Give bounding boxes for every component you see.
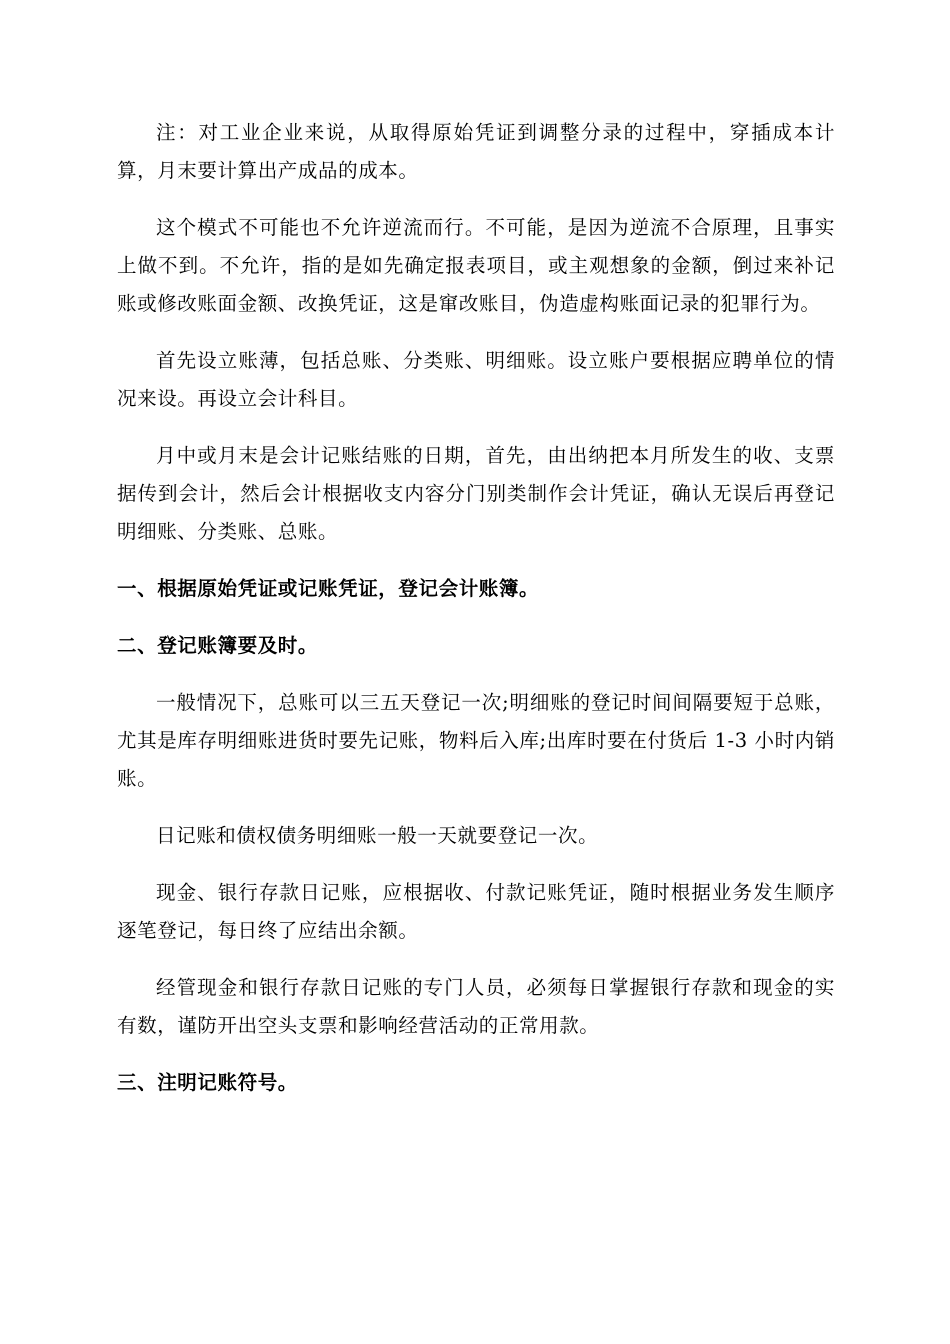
- section-heading-1: 一、根据原始凭证或记账凭证，登记会计账簿。: [117, 577, 540, 600]
- daily-journal-paragraph: 日记账和债权债务明细账一般一天就要登记一次。: [156, 824, 599, 847]
- pattern-paragraph: 这个模式不可能也不允许逆流而行。不可能，是因为逆流不合原理，且事实上做不到。不允许，指的是如先确定报表项目，或主观想象的金额，倒过来补记账或修改账面金额、改换凭证，这是窜改账目，伪造虚构账面记录的犯罪行为。: [117, 216, 835, 315]
- monthly-closing-paragraph: 月中或月末是会计记账结账的日期，首先，由出纳把本月所发生的收、支票据传到会计，然后会计根据收支内容分门别类制作会计凭证，确认无误后再登记明细账、分类账、总账。: [117, 444, 835, 543]
- cashier-paragraph: 经管现金和银行存款日记账的专门人员，必须每日掌握银行存款和现金的实有数，谨防开出空头支票和影响经营活动的正常用款。: [117, 976, 835, 1037]
- ledger-setup-paragraph: 首先设立账薄，包括总账、分类账、明细账。设立账户要根据应聘单位的情况来设。再设立会计科目。: [117, 349, 835, 410]
- note-paragraph: 注：对工业企业来说，从取得原始凭证到调整分录的过程中，穿插成本计算，月末要计算出产成品的成本。: [117, 121, 835, 182]
- cash-bank-paragraph: 现金、银行存款日记账，应根据收、付款记账凭证，随时根据业务发生顺序逐笔登记，每日终了应结出余额。: [117, 881, 835, 942]
- timing-paragraph: 一般情况下，总账可以三五天登记一次;明细账的登记时间间隔要短于总账，尤其是库存明细账进货时要先记账，物料后入库;出库时要在付货后 1-3 小时内销账。: [117, 691, 835, 790]
- section-heading-3: 三、注明记账符号。: [117, 1071, 298, 1094]
- section-heading-2: 二、登记账簿要及时。: [117, 634, 319, 657]
- document-page: [117, 114, 835, 1121]
